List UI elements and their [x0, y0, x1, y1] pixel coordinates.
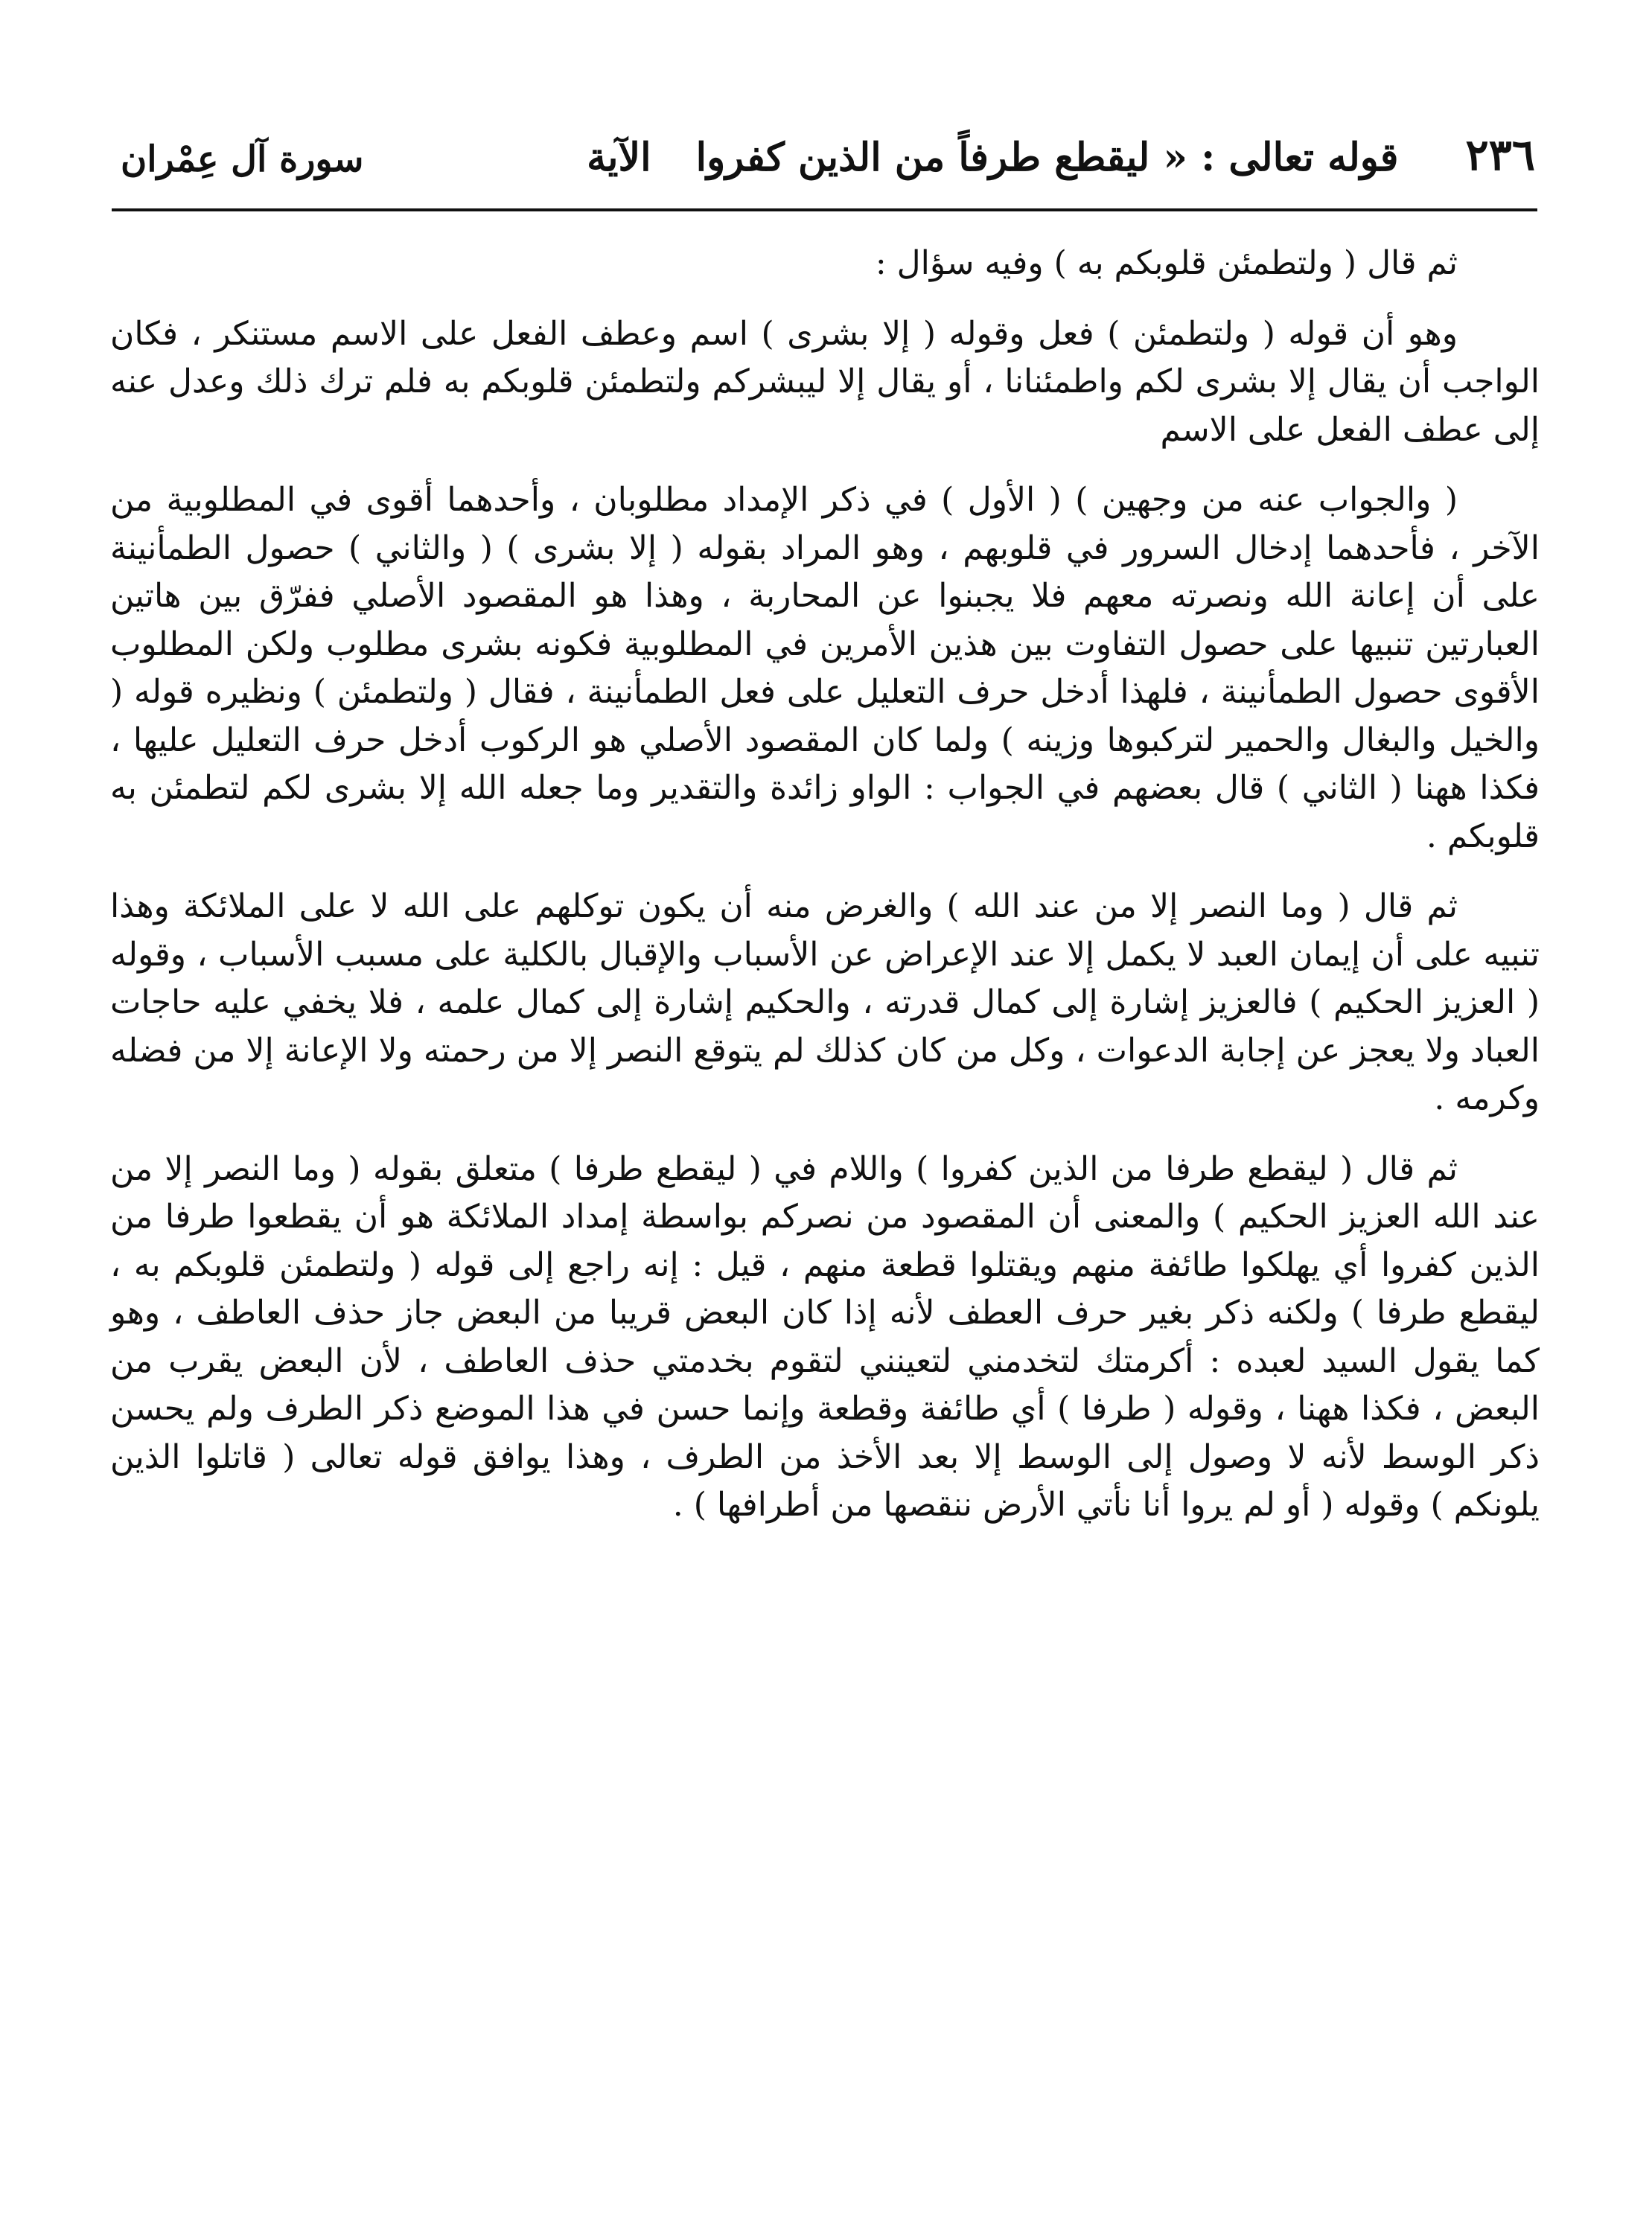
- paragraph: ثم قال ( وما النصر إلا من عند الله ) والغرض منه أن يكون توكلهم على الله لا على الملائكة وهذا تنبيه على أن إيمان العبد لا يكمل إلا عند الإعراض عن الأسباب والإقبال بالكلية على مسبب الأسباب ، وقوله ( العزيز الحكيم ) فالعزيز إشارة إلى كمال قدرته ، والحكيم إشارة إلى كمال علمه ، فلا يخفي عليه حاجات العباد ولا يعجز عن إجابة الدعوات ، وكل من كان كذلك لم يتوقع النصر إلا من رحمته ولا الإعانة إلا من فضله وكرمه .: [110, 887, 1540, 1117]
- surah-name: سورة آل عِمْران: [121, 138, 364, 180]
- running-title: قوله تعالى : « ليقطع طرفاً من الذين كفروا: [695, 135, 1399, 180]
- paragraph: ( والجواب عنه من وجهين ) ( الأول ) في ذكر الإمداد مطلوبان ، وأحدهما أقوى في المطلوبية من الآخر ، فأحدهما إدخال السرور في قلوبهم ، وهو المراد بقوله ( إلا بشرى ) ( والثاني ) حصول الطمأنينة على أن إعانة الله ونصرته معهم فلا يجبنوا عن المحاربة ، وهذا هو المقصود الأصلي ففرّق بين هاتين العبارتين تنبيها على حصول التفاوت بين هذين الأمرين في المطلوبية فكونه بشرى مطلوب ولكن المطلوب الأقوى حصول الطمأنينة ، فلهذا أدخل حرف التعليل على فعل الطمأنينة ، فقال ( ولتطمئن ) ونظيره قوله ( والخيل والبغال والحمير لتركبوها وزينه ) ولما كان المقصود الأصلي هو الركوب أدخل حرف التعليل عليها ، فكذا ههنا ( الثاني ) قال بعضهم في الجواب : الواو زائدة والتقدير وما جعله الله إلا بشرى لكم لتطمئن به قلوبكم .: [110, 481, 1540, 855]
- page-number: ٢٣٦: [1465, 130, 1535, 180]
- header-rule: [112, 208, 1537, 211]
- paragraph: ثم قال ( ولتطمئن قلوبكم به ) وفيه سؤال :: [875, 244, 1458, 282]
- paragraph: وهو أن قوله ( ولتطمئن ) فعل وقوله ( إلا بشرى ) اسم وعطف الفعل على الاسم مستنكر ، فكان الواجب أن يقال إلا بشرى لكم واطمئنانا ، أو يقال إلا ليبشركم ولتطمئن قلوبكم به فلم ترك ذلك وعدل عنه إلى عطف الفعل على الاسم: [110, 314, 1540, 449]
- paragraph: ثم قال ( ليقطع طرفا من الذين كفروا ) واللام في ( ليقطع طرفا ) متعلق بقوله ( وما النصر إلا من عند الله العزيز الحكيم ) والمعنى أن المقصود من نصركم بواسطة إمداد الملائكة هو أن يقطعوا طرفا من الذين كفروا أي يهلكوا طائفة منهم ويقتلوا قطعة منهم ، قيل : إنه راجع إلى قوله ( ولتطمئن قلوبكم به ، ليقطع طرفا ) ولكنه ذكر بغير حرف العطف لأنه إذا كان البعض قريبا من البعض جاز حذف العاطف ، وهو كما يقول السيد لعبده : أكرمتك لتخدمني لتعينني لتقوم بخدمتي حذف العاطف ، لأن البعض يقرب من البعض ، فكذا ههنا ، وقوله ( طرفا ) أي طائفة وقطعة وإنما حسن في هذا الموضع ذكر الطرف ولم يحسن ذكر الوسط لأنه لا وصول إلى الوسط إلا بعد الأخذ من الطرف ، وهذا يوافق قوله تعالى ( قاتلوا الذين يلونكم ) وقوله ( أو لم يروا أنا نأتي الأرض ننقصها من أطرافها ) .: [110, 1149, 1540, 1524]
- page-header: [121, 118, 1535, 180]
- page-body: [110, 240, 1540, 1552]
- ayah-label: الآية: [587, 135, 651, 180]
